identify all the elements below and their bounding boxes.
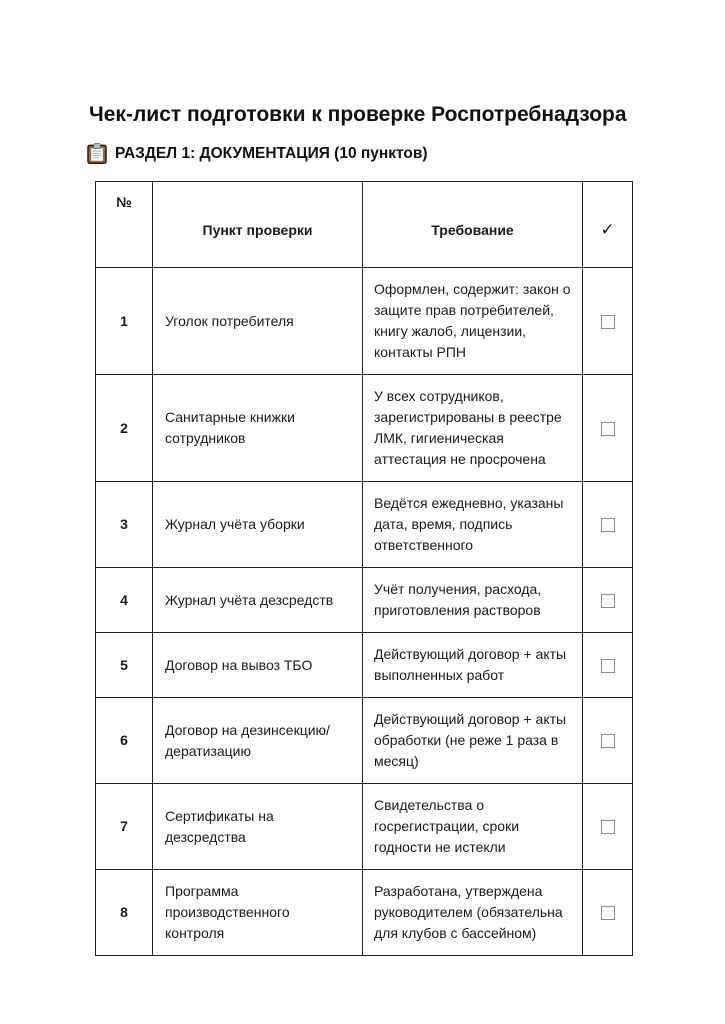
check-item-label: Уголок потребителя	[153, 268, 363, 375]
checkbox-cell	[583, 482, 633, 568]
checkbox-cell	[583, 784, 633, 870]
checkbox[interactable]	[601, 906, 615, 920]
column-header-item: Пункт проверки	[153, 182, 363, 268]
checkbox-cell	[583, 568, 633, 633]
checkbox[interactable]	[601, 315, 615, 329]
check-item-label: Санитарные книжки сотрудников	[153, 375, 363, 482]
requirement-text: Свидетельства о госрегистрации, сроки годности не истекли	[363, 784, 583, 870]
row-number: 3	[96, 482, 153, 568]
requirement-text: У всех сотрудников, зарегистрированы в реестре ЛМК, гигиеническая аттестация не просрочена	[363, 375, 583, 482]
row-number: 4	[96, 568, 153, 633]
row-number: 8	[96, 870, 153, 956]
row-number: 5	[96, 633, 153, 698]
table-row	[96, 568, 633, 633]
requirement-text: Разработана, утверждена руководителем (обязательна для клубов с бассейном)	[363, 870, 583, 956]
column-header-requirement: Требование	[363, 182, 583, 268]
checkbox[interactable]	[601, 820, 615, 834]
table-row	[96, 870, 633, 956]
checkbox-cell	[583, 268, 633, 375]
checkbox-cell	[583, 870, 633, 956]
column-header-number: №	[96, 182, 153, 268]
clipboard-icon	[87, 143, 107, 164]
section-header	[87, 143, 632, 164]
checklist-table	[95, 181, 633, 956]
row-number: 7	[96, 784, 153, 870]
table-header-row	[96, 182, 633, 268]
table-row	[96, 375, 633, 482]
check-item-label: Журнал учёта уборки	[153, 482, 363, 568]
requirement-text: Действующий договор + акты обработки (не реже 1 раза в месяц)	[363, 698, 583, 784]
section-title: РАЗДЕЛ 1: ДОКУМЕНТАЦИЯ (10 пунктов)	[115, 144, 428, 162]
checkbox[interactable]	[601, 518, 615, 532]
table-row	[96, 698, 633, 784]
check-item-label: Журнал учёта дезсредств	[153, 568, 363, 633]
column-header-checkmark: ✓	[583, 182, 633, 268]
requirement-text: Ведётся ежедневно, указаны дата, время, подпись ответственного	[363, 482, 583, 568]
checkbox-cell	[583, 698, 633, 784]
row-number: 2	[96, 375, 153, 482]
table-row	[96, 268, 633, 375]
requirement-text: Оформлен, содержит: закон о защите прав потребителей, книгу жалоб, лицензии, контакты РПН	[363, 268, 583, 375]
check-item-label: Программа производственного контроля	[153, 870, 363, 956]
checkbox[interactable]	[601, 659, 615, 673]
checkbox-cell	[583, 633, 633, 698]
check-item-label: Договор на дезинсекцию/дератизацию	[153, 698, 363, 784]
row-number: 6	[96, 698, 153, 784]
table-row	[96, 633, 633, 698]
requirement-text: Действующий договор + акты выполненных работ	[363, 633, 583, 698]
check-item-label: Сертификаты на дезсредства	[153, 784, 363, 870]
check-item-label: Договор на вывоз ТБО	[153, 633, 363, 698]
requirement-text: Учёт получения, расхода, приготовления растворов	[363, 568, 583, 633]
checkbox[interactable]	[601, 422, 615, 436]
checkbox[interactable]	[601, 594, 615, 608]
table-row	[96, 482, 633, 568]
checkbox[interactable]	[601, 734, 615, 748]
table-row	[96, 784, 633, 870]
checklist-table-body	[96, 268, 633, 956]
row-number: 1	[96, 268, 153, 375]
checkbox-cell	[583, 375, 633, 482]
page-title: Чек-лист подготовки к проверке Роспотребнадзора	[89, 103, 627, 126]
